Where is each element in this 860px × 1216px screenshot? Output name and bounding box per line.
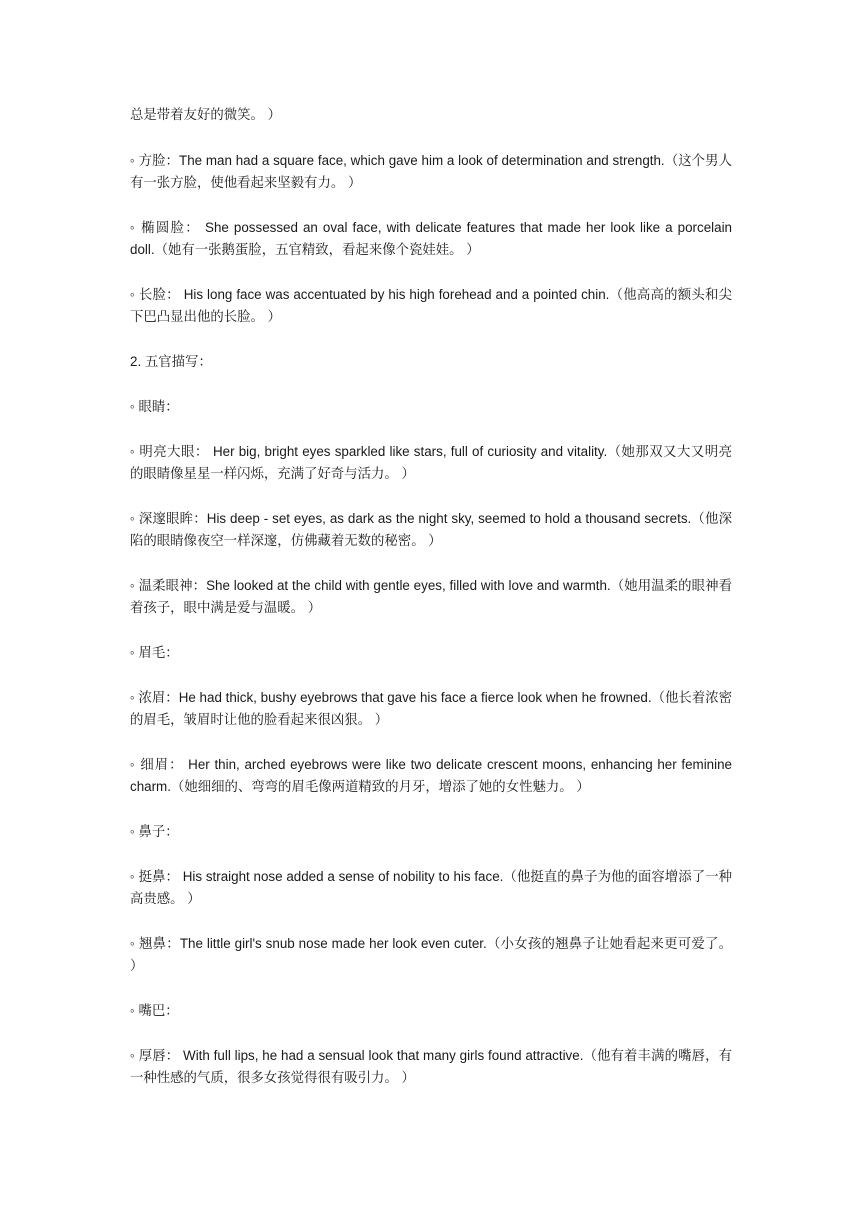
paragraph-deep-eyes: ◦ 深邃眼眸：His deep - set eyes, as dark as the night sky, seemed to hold a thousand secrets.（他深陷的眼睛像夜空一样深邃，仿佛藏着无数的秘密。 ）: [130, 511, 732, 548]
paragraph-full-lips: ◦ 厚唇： With full lips, he had a sensual look that many girls found attractive.（他有着丰满的嘴唇，有一种性感的气质，很多女孩觉得很有吸引力。 ）: [130, 1048, 732, 1085]
paragraph-thin-eyebrows: ◦ 细眉： Her thin, arched eyebrows were like two delicate crescent moons, enhancing her feminine charm.（她细细的、弯弯的眉毛像两道精致的月牙，增添了她的女性魅力。 ）: [130, 757, 732, 794]
subheading-nose: ◦ 鼻子：: [130, 824, 179, 839]
paragraph-thick-eyebrows: ◦ 浓眉：He had thick, bushy eyebrows that gave his face a fierce look when he frowned.（他长着浓密的眉毛，皱眉时让他的脸看起来很凶狠。 ）: [130, 690, 732, 727]
paragraph-oval-face: ◦ 椭圆脸： She possessed an oval face, with delicate features that made her look like a porcelain doll.（她有一张鹅蛋脸，五官精致，看起来像个瓷娃娃。 ）: [130, 220, 732, 257]
paragraph-snub-nose: ◦ 翘鼻：The little girl's snub nose made her look even cuter.（小女孩的翘鼻子让她看起来更可爱了。 ）: [130, 936, 732, 973]
subheading-mouth: ◦ 嘴巴：: [130, 1003, 179, 1018]
paragraph-continuation: 总是带着友好的微笑。 ）: [130, 107, 282, 122]
subheading-eyes: ◦ 眼睛：: [130, 399, 179, 414]
section-heading-facial-features: 2. 五官描写：: [130, 354, 212, 369]
paragraph-gentle-eyes: ◦ 温柔眼神：She looked at the child with gentle eyes, filled with love and warmth.（她用温柔的眼神看着孩子，眼中满是爱与温暖。 ）: [130, 578, 732, 615]
subheading-eyebrows: ◦ 眉毛：: [130, 645, 179, 660]
paragraph-square-face: ◦ 方脸：The man had a square face, which gave him a look of determination and strength.（这个男人有一张方脸，使他看起来坚毅有力。 ）: [130, 153, 732, 190]
paragraph-bright-eyes: ◦ 明亮大眼： Her big, bright eyes sparkled like stars, full of curiosity and vitality.（她那双又大又明亮的眼睛像星星一样闪烁，充满了好奇与活力。 ）: [130, 444, 732, 481]
paragraph-straight-nose: ◦ 挺鼻： His straight nose added a sense of nobility to his face.（他挺直的鼻子为他的面容增添了一种高贵感。 ）: [130, 869, 732, 906]
paragraph-long-face: ◦ 长脸： His long face was accentuated by his high forehead and a pointed chin.（他高高的额头和尖下巴凸显出他的长脸。 ）: [130, 287, 732, 324]
